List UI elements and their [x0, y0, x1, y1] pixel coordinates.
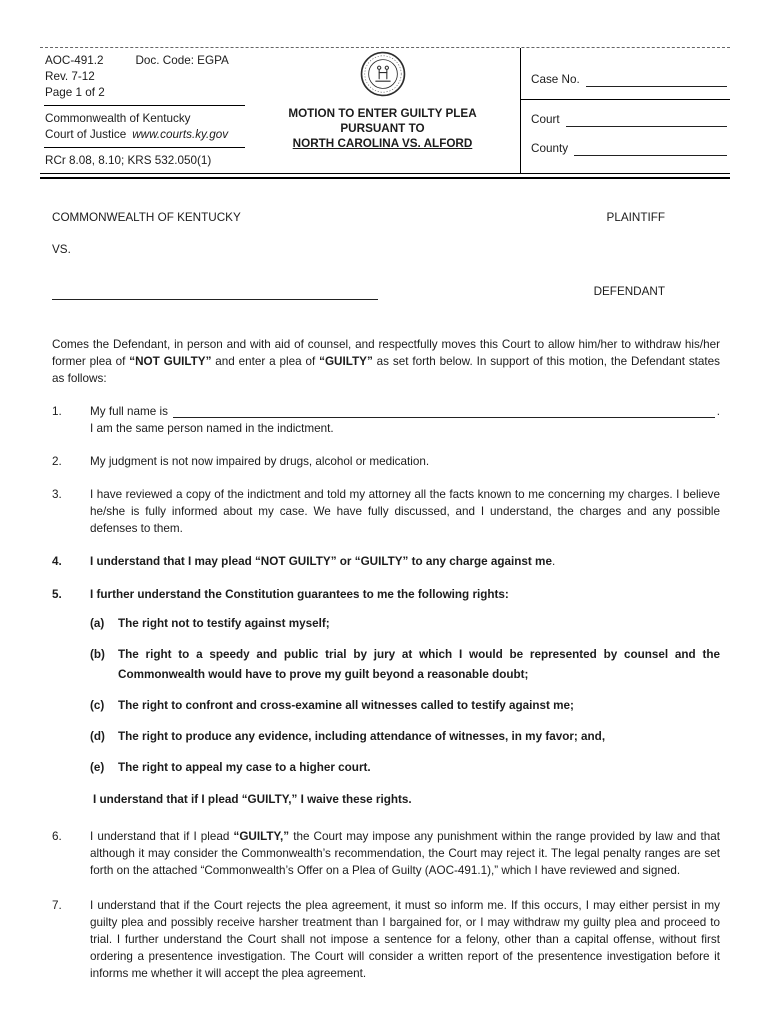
item-4 [52, 553, 720, 570]
item-6-body: I understand that if I plead “GUILTY,” the Court may impose any punishment within the range provided by law and that although it may consider the Commonwealth’s recommendation, the Court may reject it. The legal penalty ranges are set forth on the attached “Commonwealth’s Offer on a Plea of Guilty (AOC-491.1),” which I have reviewed and signed. [90, 830, 720, 877]
intro-paragraph: Comes the Defendant, in person and with aid of counsel, and respectfully moves this Court to allow him/her to withdraw his/her former plea of “NOT GUILTY” and enter a plea of “GUILTY” as set forth below. In support of this motion, the Defendant states as follows: [52, 338, 721, 385]
item-5c-text: The right to confront and cross-examine all witnesses called to testify against me; [118, 699, 574, 712]
item-7-number: 7. [52, 899, 62, 912]
item-5-body [90, 586, 720, 808]
defendant-caption-row [52, 283, 720, 300]
item-3-body: I have reviewed a copy of the indictment and told my attorney all the facts known to me concerning my charges. I believe he/she is fully informed about my case. We have fully discussed, and I understand, the charges and any possible defenses to them. [90, 488, 720, 535]
item-5 [52, 586, 720, 808]
court-row [521, 112, 730, 127]
item-5b-label: (b) [90, 648, 105, 661]
org-name: Commonwealth of Kentucky [45, 112, 191, 125]
document-body [52, 209, 720, 982]
plaintiff-role-label: PLAINTIFF [606, 211, 665, 224]
item-3-number: 3. [52, 488, 62, 501]
form-id-block [44, 48, 245, 106]
item-4-body: I understand that I may plead “NOT GUILTY” or “GUILTY” to any charge against me. [90, 555, 556, 568]
header-center-cell [245, 48, 520, 173]
item-1-line2: I am the same person named in the indictment. [90, 422, 334, 435]
page-indicator: Page 1 of 2 [45, 86, 105, 99]
item-5e-label: (e) [90, 761, 105, 774]
case-no-row [521, 72, 730, 100]
item-6 [52, 828, 720, 879]
item-5c [90, 696, 720, 716]
item-5b [90, 645, 720, 685]
form-number: AOC-491.2 [45, 54, 104, 67]
full-name-input[interactable] [173, 404, 715, 418]
item-1-number: 1. [52, 405, 62, 418]
item-5d-text: The right to produce any evidence, including attendance of witnesses, in my favor; and, [118, 730, 606, 743]
full-name-row [90, 403, 720, 420]
item-5a-label: (a) [90, 617, 105, 630]
form-header [40, 47, 730, 173]
form-title-line1: MOTION TO ENTER GUILTY PLEA [288, 107, 477, 120]
item-2 [52, 453, 720, 470]
item-5e [90, 758, 720, 778]
header-right-cell [520, 48, 730, 173]
defendant-name-input[interactable] [52, 285, 378, 300]
item-5-closing: I understand that if I plead “GUILTY,” I waive these rights. [93, 793, 412, 806]
header-left-cell [40, 48, 245, 173]
plaintiff-caption-row [52, 209, 720, 226]
full-name-period: . [716, 405, 720, 418]
header-divider [40, 173, 730, 179]
form-title-line2: PURSUANT TO [340, 122, 425, 135]
item-5-number: 5. [52, 588, 62, 601]
citation-block [44, 148, 245, 173]
court-label: Court [531, 113, 560, 126]
item-2-number: 2. [52, 455, 62, 468]
item-1-body [90, 403, 720, 437]
item-5a [90, 614, 720, 634]
county-row [521, 141, 730, 156]
form-title-line3: NORTH CAROLINA VS. ALFORD [292, 137, 473, 150]
item-6-number: 6. [52, 830, 62, 843]
defendant-role-label: DEFENDANT [593, 285, 665, 298]
doc-code: Doc. Code: EGPA [135, 54, 229, 67]
item-5b-text: The right to a speedy and public trial by jury at which I would be represented by counsel and the Commonwealth would have to prove my guilt beyond a reasonable doubt; [118, 648, 720, 681]
item-5-lead: I further understand the Constitution guarantees to me the following rights: [90, 588, 509, 601]
county-input[interactable] [574, 142, 727, 156]
case-no-input[interactable] [586, 73, 727, 87]
full-name-label: My full name is [90, 405, 168, 418]
item-4-number: 4. [52, 555, 62, 568]
court-input[interactable] [566, 113, 727, 127]
org-block [44, 106, 245, 148]
org-court: Court of Justice [45, 128, 127, 141]
kentucky-seal-icon [360, 51, 406, 97]
item-5d [90, 727, 720, 747]
item-5e-text: The right to appeal my case to a higher court. [118, 761, 371, 774]
item-3 [52, 486, 720, 537]
item-7 [52, 897, 720, 982]
item-1 [52, 403, 720, 437]
case-no-label: Case No. [531, 73, 580, 86]
item-2-body: My judgment is not now impaired by drugs, alcohol or medication. [90, 455, 430, 468]
item-5d-label: (d) [90, 730, 105, 743]
item-7-body: I understand that if the Court rejects the plea agreement, it must so inform me. If this occurs, I may either persist in my guilty plea and possibly receive harsher treatment than I bargained for, or I may withdraw my guilty plea and proceed to trial. I further understand the Court shall not impose a sentence for a felony, other than a capital offense, without first ordering a presentence investigation. The Court will consider a written report of the presentence investigation before it informs me whether it will accept the plea agreement. [90, 899, 720, 980]
rule-citation: RCr 8.08, 8.10; KRS 532.050(1) [45, 154, 212, 167]
org-url[interactable]: www.courts.ky.gov [132, 128, 229, 141]
form-revision: Rev. 7-12 [45, 70, 95, 83]
item-5c-label: (c) [90, 699, 105, 712]
item-5a-text: The right not to testify against myself; [118, 617, 330, 630]
vs-label: VS. [52, 243, 71, 256]
county-label: County [531, 142, 569, 155]
plaintiff-name: COMMONWEALTH OF KENTUCKY [52, 211, 241, 224]
